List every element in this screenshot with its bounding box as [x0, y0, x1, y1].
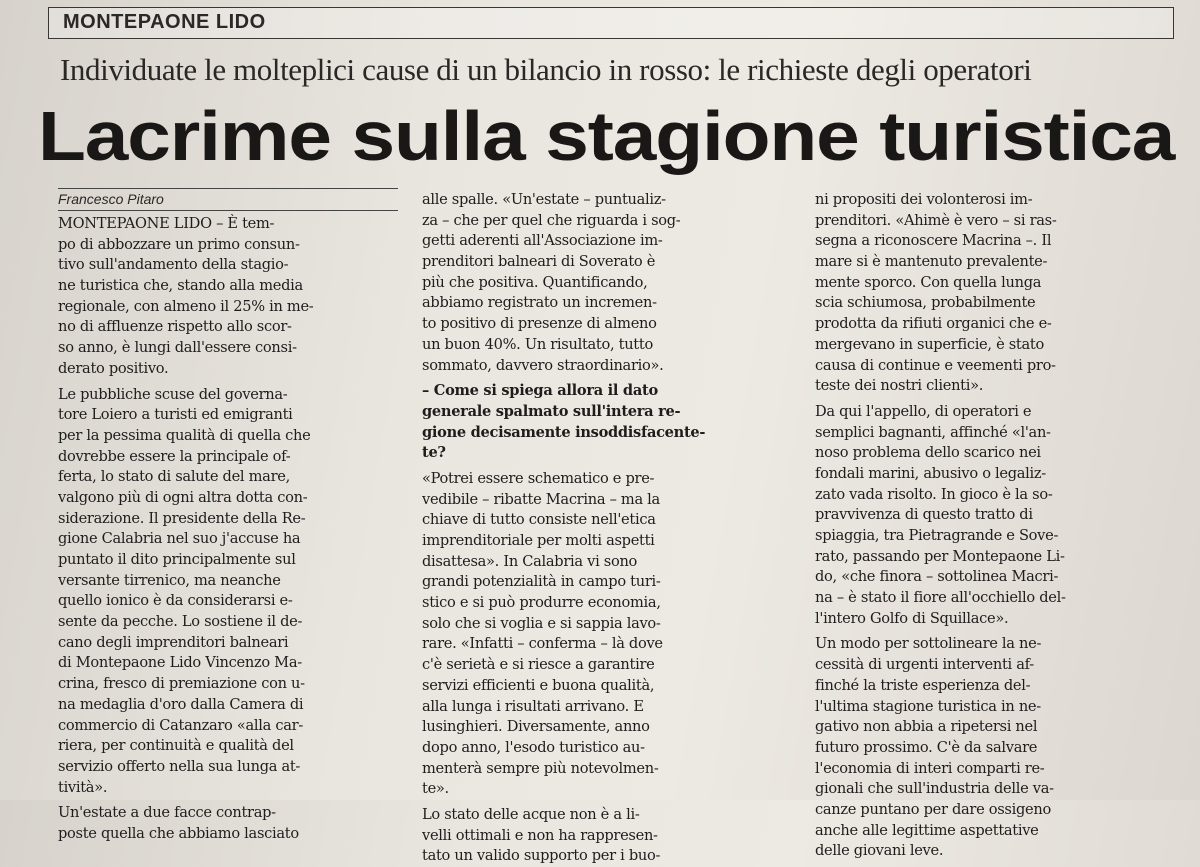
article-line: te? — [422, 444, 446, 462]
article-line: alle spalle. «Un'estate – puntualiz- — [422, 191, 666, 208]
article-line: MONTEPAONE LIDO – È tem- — [58, 215, 275, 232]
article-column-3 — [815, 190, 1190, 862]
article-line: tività». — [58, 778, 108, 796]
article-line: abbiamo registrato un incremen- — [422, 294, 657, 312]
article-line: gionali che sull'industria delle va- — [815, 780, 1054, 798]
article-line: servizi efficienti e buona qualità, — [422, 676, 655, 694]
article-line: rato, passando per Montepaone Li- — [815, 547, 1065, 565]
article-line: ne turistica che, stando alla media — [58, 277, 303, 295]
article-line: to positivo di presenze di almeno — [422, 315, 657, 333]
article-line: mergevano in superficie, è stato — [815, 335, 1044, 353]
article-line: te». — [422, 780, 449, 798]
article-line: alla lunga i risultati arrivano. E — [422, 697, 644, 715]
article-line: futuro prossimo. C'è da salvare — [815, 738, 1038, 756]
article-line: l'economia di interi comparti re- — [815, 759, 1045, 777]
article-line: tivo sull'andamento della stagio- — [58, 256, 289, 274]
article-line: l'ultima stagione turistica in ne- — [815, 697, 1041, 715]
article-line: puntato il dito principalmente sul — [58, 551, 296, 568]
article-line: canze puntano per dare ossigeno — [815, 800, 1051, 818]
article-line: generale spalmato sull'intera re- — [422, 402, 681, 420]
article-line: finché la triste esperienza del- — [815, 676, 1031, 694]
headline: Lacrime sulla stagione turistica — [38, 97, 1175, 175]
article-line: pravvivenza di questo tratto di — [815, 506, 1033, 524]
article-line: na – è stato il fiore all'occhiello del- — [815, 589, 1066, 607]
article-line: no di affluenze rispetto allo scor- — [58, 318, 292, 336]
article-line: mente sporco. Con quella lunga — [815, 273, 1042, 291]
article-line: sente da pecche. Lo sostiene il de- — [58, 613, 303, 631]
article-line: fondali marini, abusivo o legaliz- — [815, 464, 1046, 482]
article-line: semplici bagnanti, affinché «l'an- — [815, 423, 1051, 441]
article-line: anche alle legittime aspettative — [815, 821, 1039, 839]
article-line: getti aderenti all'Associazione im- — [422, 232, 663, 250]
article-line: velli ottimali e non ha rappresen- — [422, 826, 658, 844]
article-line: delle giovani leve. — [815, 842, 944, 860]
article-line: gativo non abbia a ripetersi nel — [815, 718, 1038, 736]
article-line: teste dei nostri clienti». — [815, 377, 984, 395]
byline-top-rule — [58, 188, 398, 189]
article-line: ferta, lo stato di salute del mare, — [58, 468, 290, 486]
byline-author: Francesco Pitaro — [58, 191, 164, 207]
article-line: versante tirrenico, ma neanche — [58, 571, 281, 589]
article-line: menterà sempre più notevolmen- — [422, 759, 659, 777]
article-line: Da qui l'appello, di operatori e — [815, 402, 1032, 420]
article-column-2 — [422, 190, 792, 867]
article-line: – Come si spiega allora il dato — [422, 382, 658, 400]
article-line: quello ionico è da considerarsi e- — [58, 592, 293, 610]
byline-bottom-rule — [58, 210, 398, 211]
article-line: scia schiumosa, probabilmente — [815, 294, 1036, 312]
article-line: dovrebbe essere la principale of- — [58, 447, 291, 465]
article-line: causa di continue e veementi pro- — [815, 356, 1056, 374]
article-line: grandi potenzialità in campo turi- — [422, 573, 661, 591]
article-line: za – che per quel che riguarda i sog- — [422, 211, 681, 229]
article-line: Lo stato delle acque non è a li- — [422, 805, 640, 823]
article-line: cessità di urgenti interventi af- — [815, 656, 1034, 674]
article-line: di Montepaone Lido Vincenzo Ma- — [58, 654, 302, 672]
article-line: cano degli imprenditori balneari — [58, 633, 289, 651]
article-line: na medaglia d'oro dalla Camera di — [58, 695, 304, 713]
article-line: lusinghieri. Diversamente, anno — [422, 718, 650, 736]
article-column-1 — [58, 214, 398, 845]
article-line: derato positivo. — [58, 359, 169, 377]
article-line: imprenditoriale per molti aspetti — [422, 532, 655, 549]
article-line: più che positiva. Quantificando, — [422, 273, 648, 291]
article-line: vedibile – ribatte Macrina – ma la — [422, 490, 660, 508]
article-line: siderazione. Il presidente della Re- — [58, 509, 306, 527]
article-line: do, «che finora – sottolinea Macri- — [815, 568, 1059, 586]
article-line: noso problema dello scarico nei — [815, 444, 1041, 462]
article-line: c'è serietà e si riesce a garantire — [422, 656, 655, 674]
article-line: commercio di Catanzaro «alla car- — [58, 716, 303, 734]
article-line: solo che si voglia e si sappia lavo- — [422, 614, 661, 632]
article-line: sommato, davvero straordinario». — [422, 356, 664, 374]
article-line: gione decisamente insoddisfacente- — [422, 423, 706, 441]
article-line: poste quella che abbiamo lasciato — [58, 824, 299, 842]
section-label: MONTEPAONE LIDO — [63, 11, 266, 33]
article-line: zato vada risolto. In gioco è la so- — [815, 485, 1053, 503]
article-line: dopo anno, l'esodo turistico au- — [422, 738, 645, 756]
article-line: prenditori balneari di Soverato è — [422, 253, 656, 271]
article-line: prenditori. «Ahimè è vero – si ras- — [815, 211, 1057, 229]
article-line: so anno, è lungi dall'essere consi- — [58, 339, 297, 357]
article-line: valgono più di ogni altra dotta con- — [58, 488, 308, 506]
article-line: tato un valido supporto per i buo- — [422, 847, 661, 865]
article-line: prodotta da rifiuti organici che e- — [815, 315, 1052, 333]
article-line: tore Loiero a turisti ed emigranti — [58, 406, 293, 424]
article-line: l'intero Golfo di Squillace». — [815, 609, 1009, 627]
article-line: spiaggia, tra Pietragrande e Sove- — [815, 527, 1059, 544]
article-line: Un'estate a due facce contrap- — [58, 804, 276, 822]
article-line: po di abbozzare un primo consun- — [58, 235, 300, 253]
article-line: «Potrei essere schematico e pre- — [422, 469, 655, 487]
article-line: per la pessima qualità di quella che — [58, 426, 311, 444]
article-line: riera, per continuità e qualità del — [58, 737, 294, 755]
article-line: Un modo per sottolineare la ne- — [815, 635, 1042, 653]
article-line: stico e si può produrre economia, — [422, 594, 661, 612]
article-line: ni propositi dei volonterosi im- — [815, 191, 1033, 208]
article-line: mare si è mantenuto prevalente- — [815, 253, 1048, 271]
article-line: crina, fresco di premiazione con u- — [58, 675, 305, 693]
article-line: disattesa». In Calabria vi sono — [422, 552, 638, 570]
article-line: Le pubbliche scuse del governa- — [58, 385, 288, 403]
article-line: servizio offerto nella sua lunga at- — [58, 757, 301, 775]
article-line: chiave di tutto consiste nell'etica — [422, 511, 656, 529]
article-line: rare. «Infatti – conferma – là dove — [422, 635, 663, 653]
article-line: gione Calabria nel suo j'accuse ha — [58, 530, 301, 548]
article-line: un buon 40%. Un risultato, tutto — [422, 335, 653, 353]
section-label-box — [48, 7, 1174, 39]
kicker-subheadline: Individuate le molteplici cause di un bilancio in rosso: le richieste degli operatori — [60, 52, 1032, 87]
article-line: segna a riconoscere Macrina –. Il — [815, 232, 1052, 250]
article-line: regionale, con almeno il 25% in me- — [58, 297, 314, 315]
